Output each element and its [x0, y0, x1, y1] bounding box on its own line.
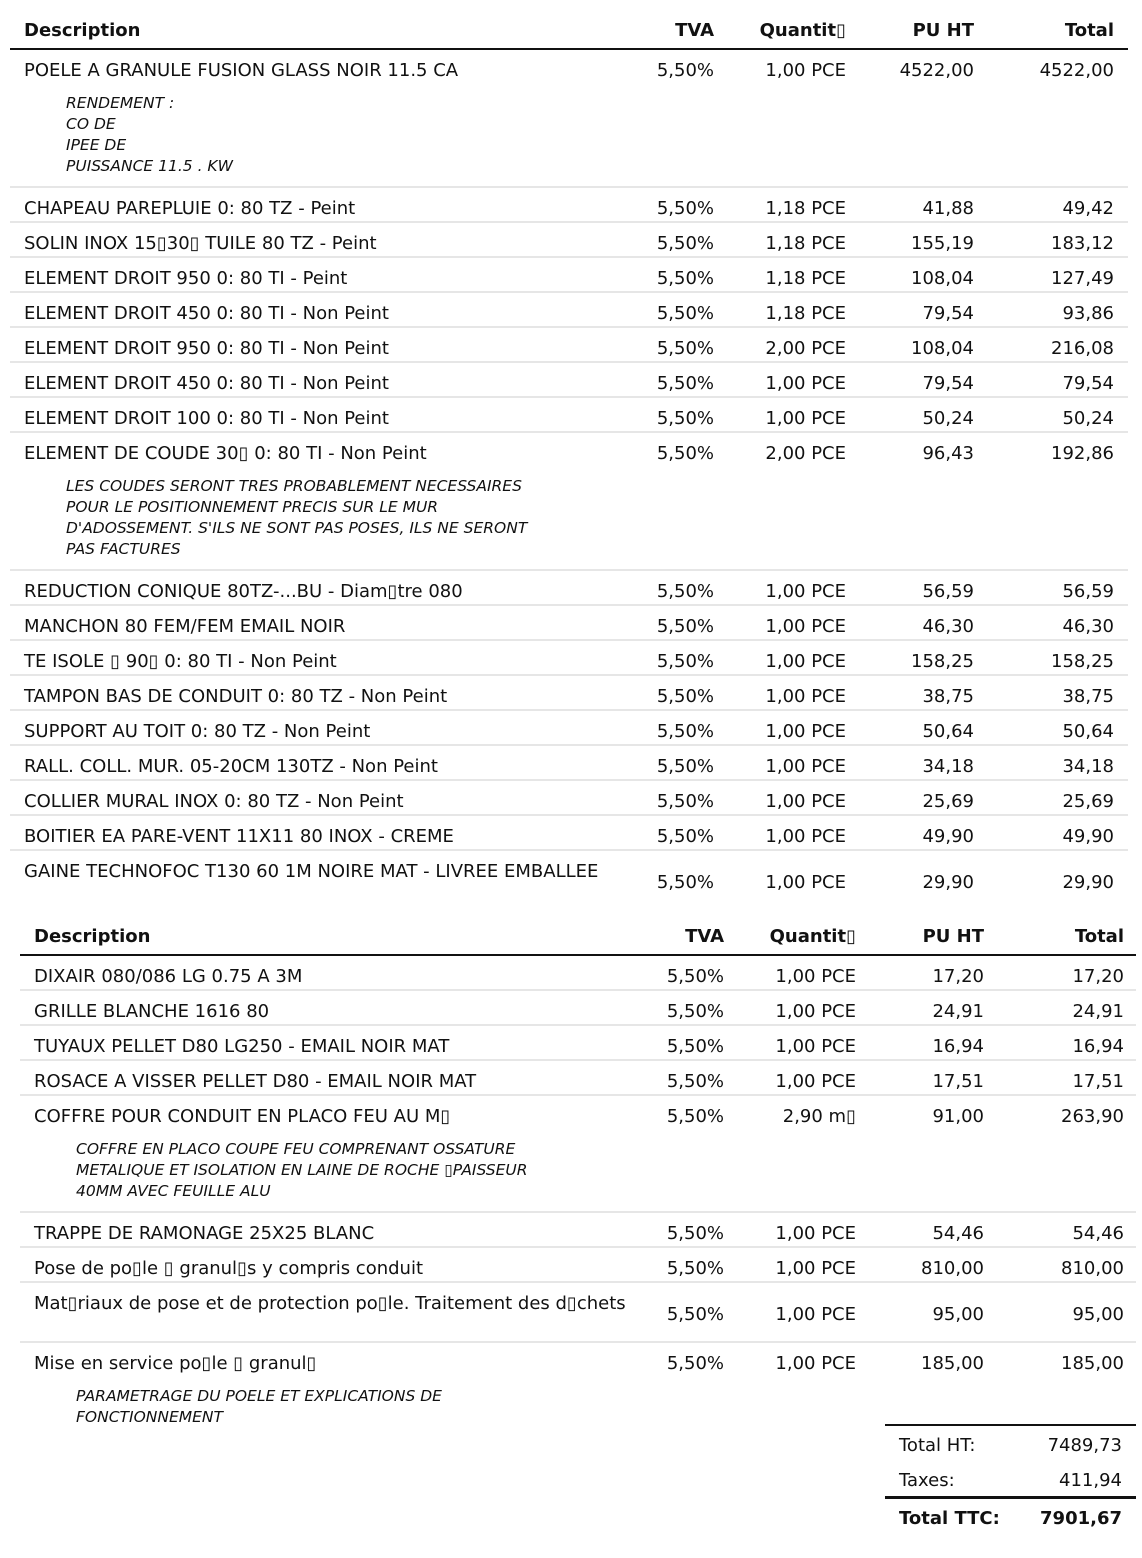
item-description: SUPPORT AU TOIT 0: 80 TZ - Non Peint: [24, 721, 371, 742]
item-description: TRAPPE DE RAMONAGE 25X25 BLANC: [34, 1223, 375, 1244]
table-row: [10, 676, 1128, 711]
item-unit-price: 38,75: [922, 686, 974, 707]
item-quantity: 1,00 PCE: [765, 408, 846, 429]
item-total: 17,51: [1072, 1071, 1124, 1092]
item-note: [76, 1386, 442, 1428]
item-tva: 5,50%: [656, 721, 714, 742]
table-row: [10, 293, 1128, 328]
item-unit-price: 29,90: [922, 872, 974, 893]
item-note-line: PUISSANCE 11.5 . KW: [66, 157, 233, 175]
item-total: 16,94: [1072, 1036, 1124, 1057]
item-note: [76, 1139, 528, 1202]
item-quantity: 1,00 PCE: [765, 791, 846, 812]
item-total: 49,42: [1062, 198, 1114, 219]
item-description: GRILLE BLANCHE 1616 80: [34, 1001, 270, 1022]
item-tva: 5,50%: [656, 791, 714, 812]
total-ht-label: Total HT:: [899, 1435, 976, 1456]
item-quantity: 1,00 PCE: [775, 1353, 856, 1374]
item-tva: 5,50%: [656, 268, 714, 289]
header-unit-price: PU HT: [922, 926, 984, 947]
item-total: 192,86: [1051, 443, 1114, 464]
item-description: CHAPEAU PAREPLUIE 0: 80 TZ - Peint: [24, 198, 356, 219]
item-note: [66, 476, 527, 560]
item-tva: 5,50%: [656, 338, 714, 359]
item-quantity: 2,90 m▯: [782, 1106, 856, 1127]
header-unit-price: PU HT: [912, 20, 974, 41]
table-row: [20, 991, 1136, 1026]
item-description: TAMPON BAS DE CONDUIT 0: 80 TZ - Non Peint: [24, 686, 448, 707]
item-quantity: 1,00 PCE: [775, 1258, 856, 1279]
item-total: 24,91: [1072, 1001, 1124, 1022]
item-description: DIXAIR 080/086 LG 0.75 A 3M: [34, 966, 303, 987]
table-row: [10, 711, 1128, 746]
item-description: COFFRE POUR CONDUIT EN PLACO FEU AU M▯: [34, 1106, 451, 1127]
header-description: Description: [24, 20, 141, 41]
item-unit-price: 108,04: [911, 268, 974, 289]
item-total: 93,86: [1062, 303, 1114, 324]
item-total: 185,00: [1061, 1353, 1124, 1374]
item-description: TUYAUX PELLET D80 LG250 - EMAIL NOIR MAT: [34, 1036, 450, 1057]
item-quantity: 1,00 PCE: [775, 1001, 856, 1022]
item-total: 95,00: [1072, 1304, 1124, 1325]
item-unit-price: 185,00: [921, 1353, 984, 1374]
item-quantity: 2,00 PCE: [765, 443, 846, 464]
item-description: RALL. COLL. MUR. 05-20CM 130TZ - Non Peint: [24, 756, 438, 777]
invoice-table-services: [20, 922, 1136, 1437]
item-unit-price: 4522,00: [899, 60, 974, 81]
item-tva: 5,50%: [666, 966, 724, 987]
item-quantity: 1,00 PCE: [775, 1304, 856, 1325]
item-total: 54,46: [1072, 1223, 1124, 1244]
item-quantity: 1,00 PCE: [775, 1071, 856, 1092]
table-row: [20, 956, 1136, 991]
table-row: [10, 746, 1128, 781]
item-unit-price: 34,18: [922, 756, 974, 777]
item-tva: 5,50%: [656, 198, 714, 219]
item-quantity: 1,18 PCE: [765, 303, 846, 324]
item-description: POELE A GRANULE FUSION GLASS NOIR 11.5 CA: [24, 60, 459, 81]
item-total: 4522,00: [1039, 60, 1114, 81]
item-quantity: 1,00 PCE: [765, 721, 846, 742]
table-row: [10, 258, 1128, 293]
item-quantity: 1,00 PCE: [765, 872, 846, 893]
header-quantity: Quantit▯: [759, 20, 846, 41]
item-description: BOITIER EA PARE-VENT 11X11 80 INOX - CREME: [24, 826, 454, 847]
table-row: [10, 433, 1128, 571]
table-row: [10, 571, 1128, 606]
item-tva: 5,50%: [656, 616, 714, 637]
header-total: Total: [1074, 926, 1124, 947]
item-note-line: PAS FACTURES: [66, 540, 181, 558]
item-unit-price: 56,59: [922, 581, 974, 602]
item-tva: 5,50%: [666, 1223, 724, 1244]
item-tva: 5,50%: [656, 581, 714, 602]
item-quantity: 1,18 PCE: [765, 198, 846, 219]
item-quantity: 1,00 PCE: [765, 756, 846, 777]
item-quantity: 2,00 PCE: [765, 338, 846, 359]
table-row: [10, 50, 1128, 188]
table-row: [10, 781, 1128, 816]
table-header: [20, 922, 1136, 956]
item-unit-price: 54,46: [932, 1223, 984, 1244]
item-unit-price: 16,94: [932, 1036, 984, 1057]
item-description: REDUCTION CONIQUE 80TZ-...BU - Diam▯tre 080: [24, 581, 463, 602]
table-row: [10, 363, 1128, 398]
header-total: Total: [1064, 20, 1114, 41]
item-tva: 5,50%: [656, 826, 714, 847]
item-tva: 5,50%: [656, 60, 714, 81]
table-row: [10, 641, 1128, 676]
total-ht-value: 7489,73: [1047, 1435, 1122, 1456]
item-total: 46,30: [1062, 616, 1114, 637]
table-row: [20, 1343, 1136, 1437]
item-total: 79,54: [1062, 373, 1114, 394]
table-row: [10, 328, 1128, 363]
item-quantity: 1,18 PCE: [765, 233, 846, 254]
item-description: ROSACE A VISSER PELLET D80 - EMAIL NOIR MAT: [34, 1071, 477, 1092]
item-unit-price: 17,20: [932, 966, 984, 987]
item-unit-price: 24,91: [932, 1001, 984, 1022]
table-row: [10, 188, 1128, 223]
item-total: 158,25: [1051, 651, 1114, 672]
item-total: 56,59: [1062, 581, 1114, 602]
table-row: [10, 851, 1128, 909]
item-unit-price: 50,64: [922, 721, 974, 742]
item-quantity: 1,18 PCE: [765, 268, 846, 289]
item-unit-price: 25,69: [922, 791, 974, 812]
item-unit-price: 49,90: [922, 826, 974, 847]
item-note-line: IPEE DE: [66, 136, 127, 154]
item-tva: 5,50%: [656, 686, 714, 707]
item-note-line: POUR LE POSITIONNEMENT PRECIS SUR LE MUR: [66, 498, 439, 516]
table-row: [10, 606, 1128, 641]
table-header: [10, 16, 1128, 50]
item-quantity: 1,00 PCE: [775, 1036, 856, 1057]
item-total: 263,90: [1061, 1106, 1124, 1127]
item-tva: 5,50%: [656, 651, 714, 672]
item-tva: 5,50%: [656, 373, 714, 394]
invoice-table-main: [10, 16, 1128, 909]
header-tva: TVA: [675, 20, 714, 41]
item-note-line: METALIQUE ET ISOLATION EN LAINE DE ROCHE ▯PAISSEUR: [76, 1161, 528, 1179]
item-description: ELEMENT DROIT 100 0: 80 TI - Non Peint: [24, 408, 389, 429]
item-description: MANCHON 80 FEM/FEM EMAIL NOIR: [24, 616, 346, 637]
table-row: [20, 1096, 1136, 1213]
item-quantity: 1,00 PCE: [775, 1223, 856, 1244]
table-row: [10, 223, 1128, 258]
item-note-line: RENDEMENT :: [66, 94, 175, 112]
item-tva: 5,50%: [666, 1071, 724, 1092]
item-total: 29,90: [1062, 872, 1114, 893]
taxes-label: Taxes:: [899, 1470, 955, 1491]
header-description: Description: [34, 926, 151, 947]
total-ttc-value: 7901,67: [1040, 1508, 1122, 1529]
item-tva: 5,50%: [666, 1304, 724, 1325]
item-tva: 5,50%: [666, 1353, 724, 1374]
total-ttc-row: [885, 1499, 1136, 1534]
item-unit-price: 158,25: [911, 651, 974, 672]
item-tva: 5,50%: [656, 408, 714, 429]
item-unit-price: 79,54: [922, 303, 974, 324]
item-tva: 5,50%: [656, 233, 714, 254]
taxes-row: [885, 1461, 1136, 1499]
item-description: ELEMENT DE COUDE 30▯ 0: 80 TI - Non Peint: [24, 443, 427, 464]
item-unit-price: 108,04: [911, 338, 974, 359]
item-tva: 5,50%: [656, 443, 714, 464]
item-total: 183,12: [1051, 233, 1114, 254]
item-total: 216,08: [1051, 338, 1114, 359]
item-total: 50,24: [1062, 408, 1114, 429]
item-unit-price: 17,51: [932, 1071, 984, 1092]
item-quantity: 1,00 PCE: [765, 651, 846, 672]
item-total: 810,00: [1061, 1258, 1124, 1279]
item-note: [66, 93, 233, 177]
item-unit-price: 155,19: [911, 233, 974, 254]
item-description: SOLIN INOX 15▯30▯ TUILE 80 TZ - Peint: [24, 233, 377, 254]
item-description: GAINE TECHNOFOC T130 60 1M NOIRE MAT - LIVREE EMBALLEE: [24, 861, 599, 882]
item-tva: 5,50%: [656, 756, 714, 777]
table-row: [10, 816, 1128, 851]
item-note-line: FONCTIONNEMENT: [76, 1408, 223, 1426]
item-tva: 5,50%: [656, 872, 714, 893]
item-note-line: PARAMETRAGE DU POELE ET EXPLICATIONS DE: [76, 1387, 442, 1405]
item-total: 127,49: [1051, 268, 1114, 289]
item-unit-price: 50,24: [922, 408, 974, 429]
item-description: COLLIER MURAL INOX 0: 80 TZ - Non Peint: [24, 791, 404, 812]
item-total: 38,75: [1062, 686, 1114, 707]
item-unit-price: 91,00: [932, 1106, 984, 1127]
table-row: [20, 1061, 1136, 1096]
item-unit-price: 41,88: [922, 198, 974, 219]
item-description: ELEMENT DROIT 450 0: 80 TI - Non Peint: [24, 303, 389, 324]
item-tva: 5,50%: [666, 1036, 724, 1057]
item-quantity: 1,00 PCE: [765, 616, 846, 637]
item-total: 50,64: [1062, 721, 1114, 742]
item-tva: 5,50%: [656, 303, 714, 324]
item-note-line: CO DE: [66, 115, 116, 133]
table-row: [20, 1248, 1136, 1283]
item-note-line: COFFRE EN PLACO COUPE FEU COMPRENANT OSSATURE: [76, 1140, 516, 1158]
item-quantity: 1,00 PCE: [775, 966, 856, 987]
item-unit-price: 96,43: [922, 443, 974, 464]
item-unit-price: 810,00: [921, 1258, 984, 1279]
table-row: [20, 1213, 1136, 1248]
header-quantity: Quantit▯: [769, 926, 856, 947]
item-description: TE ISOLE ▯ 90▯ 0: 80 TI - Non Peint: [24, 651, 337, 672]
item-description: ELEMENT DROIT 950 0: 80 TI - Non Peint: [24, 338, 389, 359]
total-ttc-label: Total TTC:: [899, 1508, 1000, 1529]
item-total: 34,18: [1062, 756, 1114, 777]
totals-box: [885, 1424, 1136, 1534]
item-description: ELEMENT DROIT 950 0: 80 TI - Peint: [24, 268, 348, 289]
header-tva: TVA: [685, 926, 724, 947]
item-description: Pose de po▯le ▯ granul▯s y compris conduit: [34, 1258, 424, 1279]
item-total: 25,69: [1062, 791, 1114, 812]
item-description: ELEMENT DROIT 450 0: 80 TI - Non Peint: [24, 373, 389, 394]
item-unit-price: 95,00: [932, 1304, 984, 1325]
item-unit-price: 79,54: [922, 373, 974, 394]
table-row: [20, 1283, 1136, 1343]
taxes-value: 411,94: [1059, 1470, 1122, 1491]
item-quantity: 1,00 PCE: [765, 826, 846, 847]
table-row: [10, 398, 1128, 433]
item-description: Mat▯riaux de pose et de protection po▯le. Traitement des d▯chets: [34, 1293, 626, 1314]
item-total: 49,90: [1062, 826, 1114, 847]
item-tva: 5,50%: [666, 1001, 724, 1022]
table-row: [20, 1026, 1136, 1061]
item-quantity: 1,00 PCE: [765, 581, 846, 602]
item-quantity: 1,00 PCE: [765, 60, 846, 81]
item-tva: 5,50%: [666, 1106, 724, 1127]
item-quantity: 1,00 PCE: [765, 686, 846, 707]
item-note-line: D'ADOSSEMENT. S'ILS NE SONT PAS POSES, ILS NE SERONT: [66, 519, 528, 537]
item-total: 17,20: [1072, 966, 1124, 987]
total-ht-row: [885, 1424, 1136, 1461]
item-tva: 5,50%: [666, 1258, 724, 1279]
item-note-line: 40MM AVEC FEUILLE ALU: [76, 1182, 271, 1200]
item-description: Mise en service po▯le ▯ granul▯: [34, 1353, 317, 1374]
item-note-line: LES COUDES SERONT TRES PROBABLEMENT NECESSAIRES: [66, 477, 522, 495]
item-quantity: 1,00 PCE: [765, 373, 846, 394]
item-unit-price: 46,30: [922, 616, 974, 637]
